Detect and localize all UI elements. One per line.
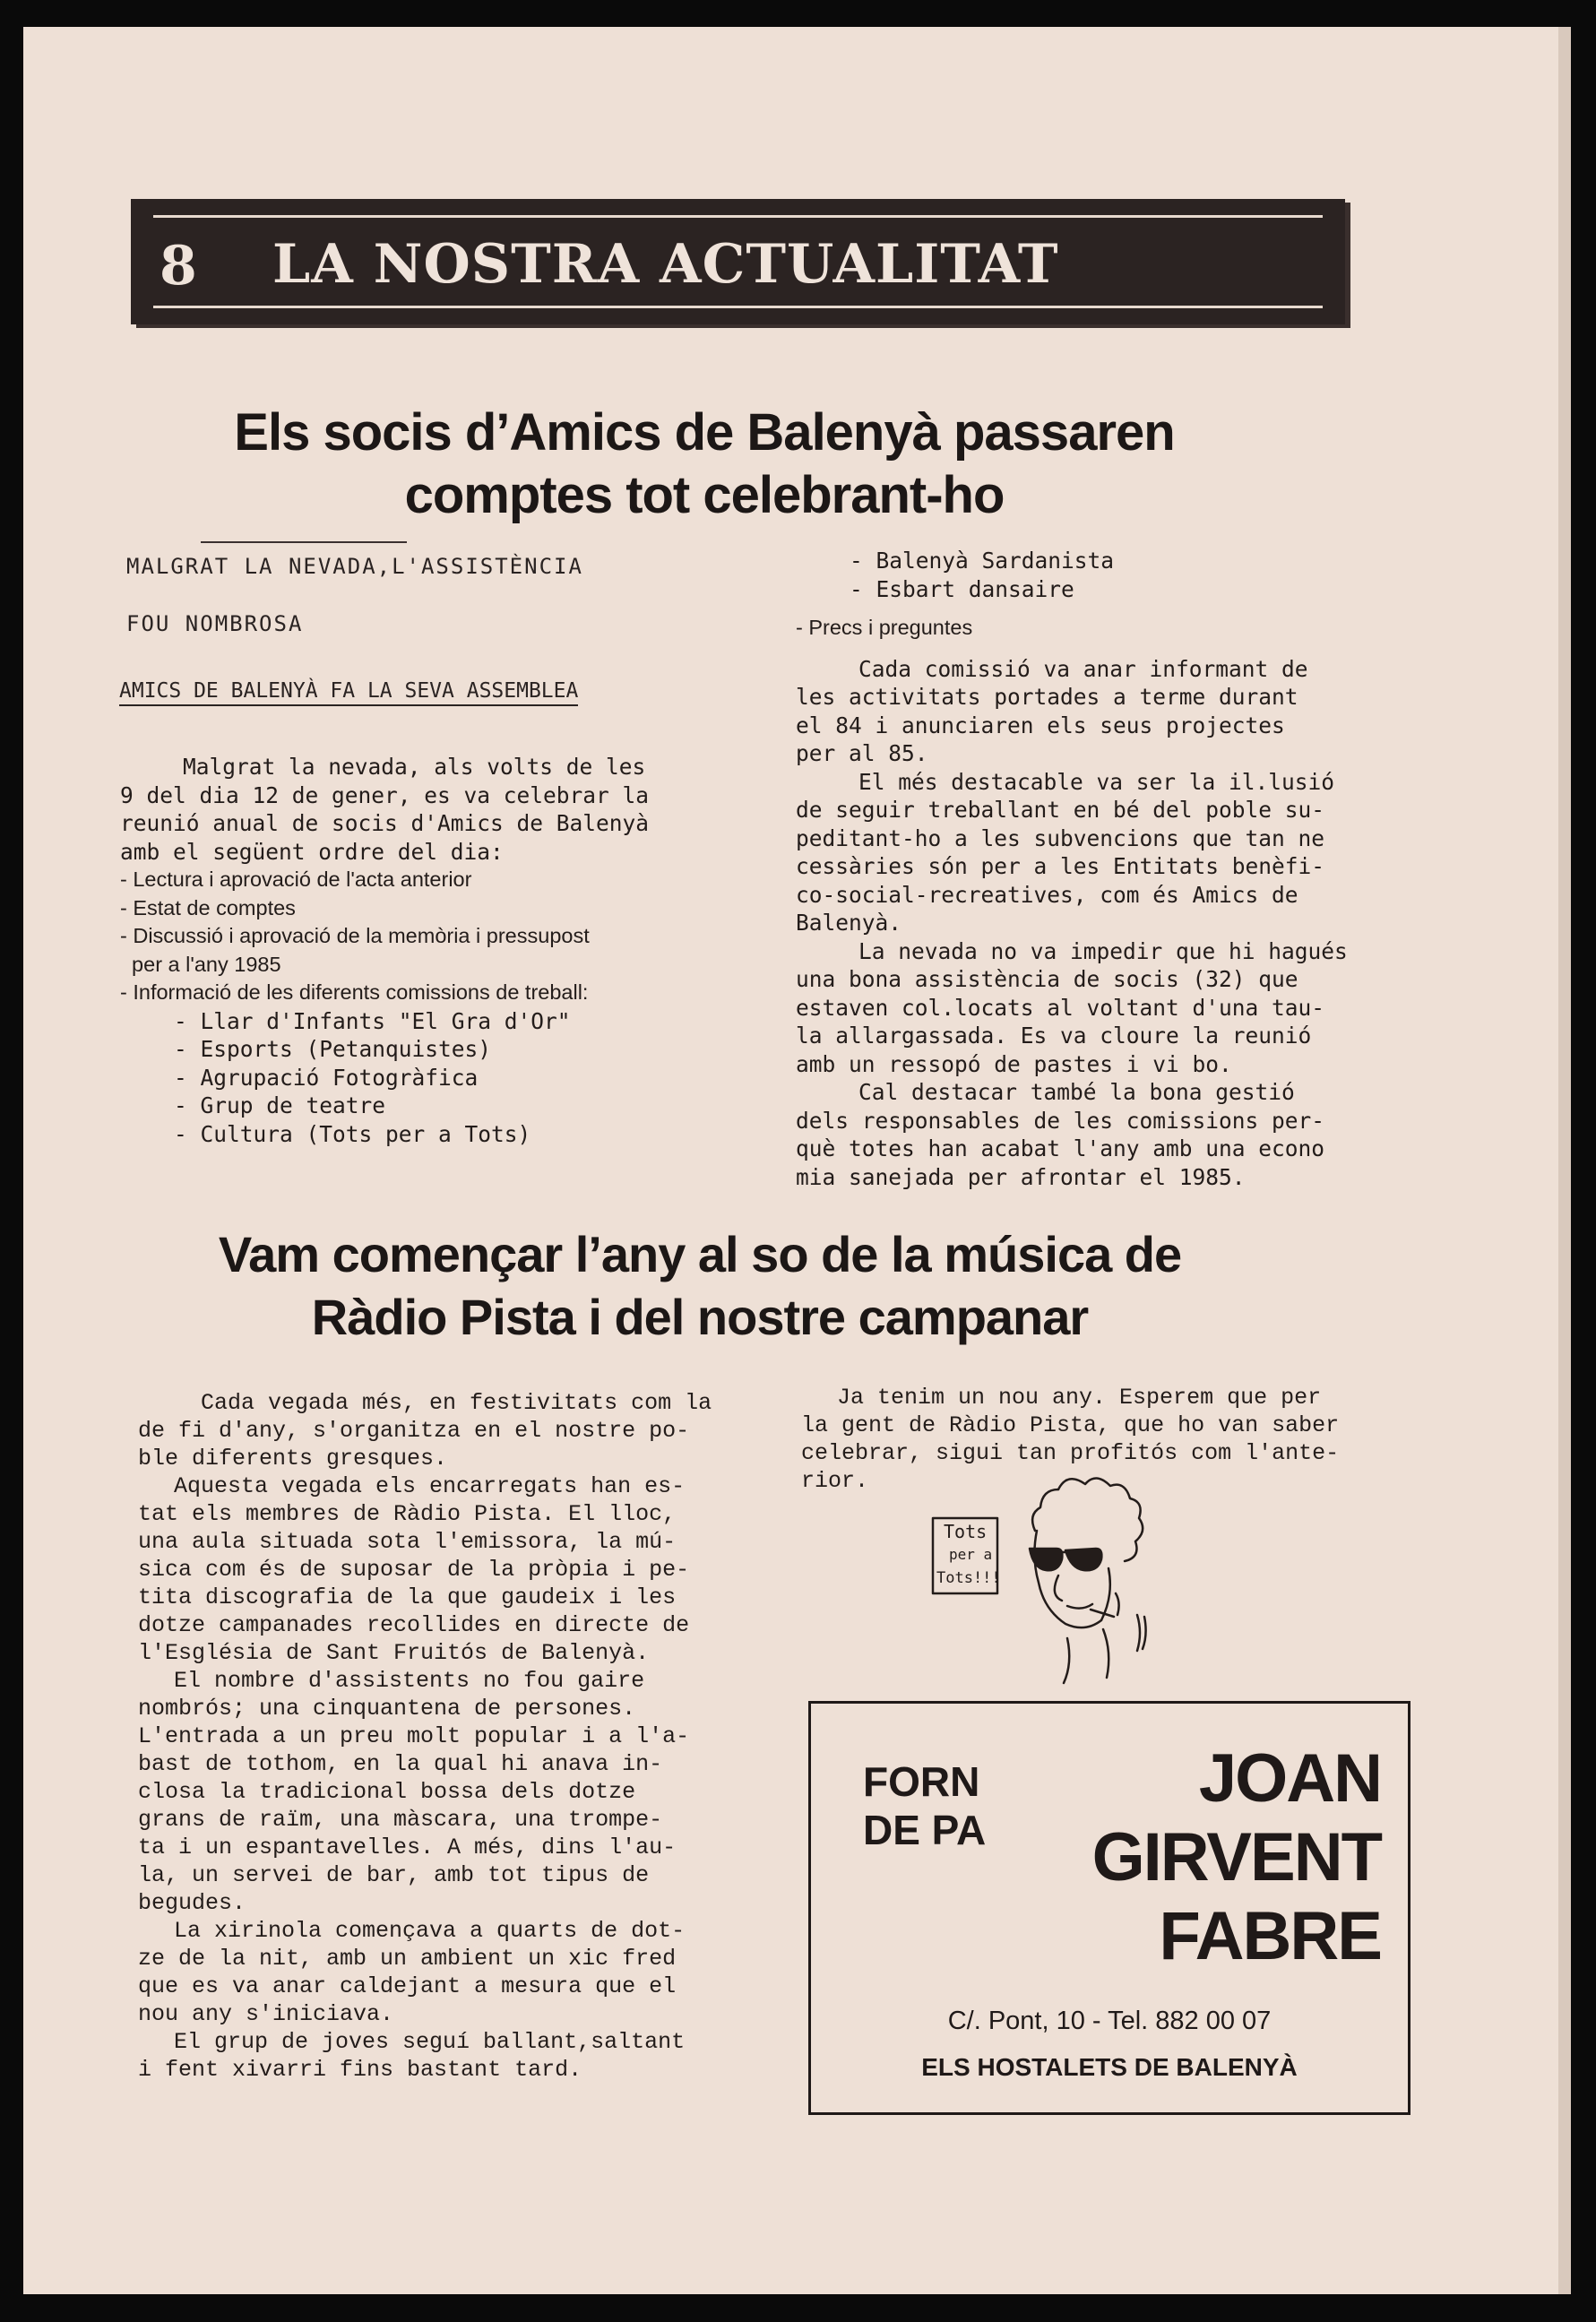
commission-item: - Esports (Petanquistes) [174, 1036, 492, 1062]
body-line: rior. [801, 1468, 869, 1494]
body-line: sica com és de suposar de la pròpia i pe- [138, 1557, 690, 1583]
body-line: les activitats portades a terme durant [796, 684, 1298, 710]
article1-left-column [120, 753, 738, 1148]
body-line: peditant-ho a les subvencions que tan ne [796, 824, 1325, 851]
article1-headline-line1: Els socis d’Amics de Balenyà passaren [234, 403, 1175, 462]
article1-subhead: AMICS DE BALENYÀ FA LA SEVA ASSEMBLEA [119, 679, 578, 706]
commission-item: - Cultura (Tots per a Tots) [174, 1120, 531, 1147]
body-line: grans de raïm, una màscara, una trompe- [138, 1807, 663, 1833]
article1-right-column [796, 547, 1369, 1191]
body-line: Cada comissió va anar informant de [858, 655, 1308, 682]
body-line: closa la tradicional bossa dels dotze [138, 1779, 636, 1805]
body-line: begudes. [138, 1890, 246, 1916]
magazine-page [23, 27, 1560, 2294]
body-line: Cada vegada més, en festivitats com la [201, 1390, 712, 1416]
body-line: de seguir treballant en bé del poble su- [796, 797, 1325, 823]
page-edge [1558, 27, 1571, 2294]
article1-headline [203, 401, 1206, 527]
page-number: 8 [160, 235, 197, 298]
body-line: cessàries són per a les Entitats benèfi- [796, 853, 1325, 879]
intro-line: Malgrat la nevada, als volts de les [183, 754, 646, 780]
body-line: mia sanejada per afrontar el 1985. [796, 1163, 1246, 1190]
advert-name-line1: JOAN [1198, 1740, 1381, 1817]
body-line: El més destacable va ser la il.lusió [858, 768, 1335, 795]
banner-rule-top [153, 215, 1323, 218]
section-banner [131, 199, 1345, 324]
body-line: Ja tenim un nou any. Esperem que per [837, 1385, 1322, 1411]
body-line: dels responsables de les comissions per- [796, 1107, 1325, 1134]
advert-name [1092, 1739, 1381, 1976]
agenda-item: - Informació de les diferents comissions de treball: [120, 980, 589, 1004]
body-line: La xirinola començava a quarts de dot- [174, 1918, 686, 1944]
body-line: estaven col.locats al voltant d'una tau- [796, 994, 1325, 1021]
body-line: nou any s'iniciava. [138, 2001, 394, 2027]
body-line: dotze campanades recollides en directe de [138, 1612, 690, 1638]
body-line: bast de tothom, en la qual hi anava in- [138, 1751, 663, 1777]
body-line: la gent de Ràdio Pista, que ho van saber [801, 1412, 1340, 1438]
body-line: la, un servei de bar, amb tot tipus de [138, 1862, 650, 1888]
intro-line: reunió anual de socis d'Amics de Balenyà [120, 810, 650, 836]
body-line: nombrós; una cinquantena de persones. [138, 1696, 636, 1722]
body-line: celebrar, sigui tan profitós com l'ante- [801, 1440, 1340, 1466]
agenda-item-last: - Precs i preguntes [796, 616, 973, 639]
body-line: ze de la nit, amb un ambient un xic fred [138, 1946, 677, 1972]
body-line: el 84 i anunciaren els seus projectes [796, 712, 1285, 738]
agenda-item: per a l'any 1985 [120, 952, 281, 976]
commission-item: - Balenyà Sardanista [850, 548, 1115, 574]
body-line: per al 85. [796, 740, 928, 766]
cartoon-sign-line2: per a [949, 1546, 993, 1563]
cartoon-illustration [924, 1472, 1193, 1696]
article1-right-text [796, 655, 1369, 1192]
agenda-item: - Discussió i aprovació de la memòria i pressupost [120, 924, 590, 947]
commissions-list-continued [796, 547, 1369, 603]
commissions-list [120, 1007, 738, 1149]
agenda-item: - Estat de comptes [120, 895, 296, 919]
body-line: tita discografia de la que gaudeix i les [138, 1584, 677, 1610]
advert-town: ELS HOSTALETS DE BALENYÀ [921, 2053, 1298, 2081]
advert-address: C/. Pont, 10 - Tel. 882 00 07 [947, 2007, 1272, 2035]
intro-line: amb el següent ordre del dia: [120, 838, 504, 865]
body-line: El nombre d'assistents no fou gaire [174, 1668, 645, 1694]
article2-headline [122, 1223, 1278, 1349]
body-line: Aquesta vegada els encarregats han es- [174, 1473, 686, 1499]
body-line: que es va anar caldejant a mesura que el [138, 1973, 677, 1999]
body-line: Cal destacar també la bona gestió [858, 1079, 1295, 1105]
advert-name-line2: GIRVENT [1091, 1819, 1381, 1895]
body-line: ta i un espantavelles. A més, dins l'au- [138, 1834, 677, 1860]
advert-kind [863, 1757, 986, 1854]
advert-kind-line2: DE PA [863, 1807, 987, 1853]
advert-kind-line1: FORN [863, 1758, 980, 1805]
body-line: La nevada no va impedir que hi hagués [858, 937, 1348, 964]
body-line: què totes han acabat l'any amb una econo [796, 1135, 1325, 1161]
body-line: L'entrada a un preu molt popular i a l'a- [138, 1723, 690, 1749]
commission-item: - Agrupació Fotogràfica [174, 1064, 479, 1091]
bakery-advert [808, 1701, 1411, 2115]
article1-headline-line2: comptes tot celebrant-ho [404, 466, 1005, 524]
commission-item: - Grup de teatre [174, 1092, 386, 1118]
body-line: amb un ressopó de pastes i vi bo. [796, 1050, 1232, 1077]
advert-name-line3: FABRE [1159, 1898, 1381, 1974]
body-line: la allargassada. Es va cloure la reunió [796, 1023, 1312, 1049]
body-line: Balenyà. [796, 910, 902, 936]
body-line: i fent xivarri fins bastant tard. [138, 2057, 582, 2083]
intro-line: 9 del dia 12 de gener, es va celebrar la [120, 781, 650, 808]
article1-kicker-line2: FOU NOMBROSA [126, 611, 304, 636]
agenda-list [120, 866, 738, 1007]
article2-headline-line2: Ràdio Pista i del nostre campanar [311, 1289, 1089, 1345]
article1-kicker-line1: MALGRAT LA NEVADA,L'ASSISTÈNCIA [126, 554, 583, 579]
body-line: una bona assistència de socis (32) que [796, 966, 1298, 992]
article2-headline-line1: Vam començar l’any al so de la música de [218, 1226, 1182, 1282]
agenda-item: - Lectura i aprovació de l'acta anterior [120, 868, 472, 891]
body-line: co-social-recreatives, com és Amics de [796, 881, 1298, 908]
body-line: tat els membres de Ràdio Pista. El lloc, [138, 1501, 677, 1527]
body-line: de fi d'any, s'organitza en el nostre po- [138, 1418, 690, 1444]
article2-left-column [138, 1389, 765, 2084]
commission-item: - Llar d'Infants "El Gra d'Or" [174, 1007, 571, 1034]
section-title: LA NOSTRA ACTUALITAT [272, 233, 1059, 296]
body-line: El grup de joves seguí ballant,saltant [174, 2029, 686, 2055]
banner-rule-bottom [153, 306, 1323, 308]
body-line: l'Església de Sant Fruitós de Balenyà. [138, 1640, 650, 1666]
body-line: una aula situada sota l'emissora, la mú- [138, 1529, 677, 1555]
cartoon-sign-line1: Tots [944, 1521, 988, 1542]
kicker-rule [201, 541, 407, 543]
cartoon-sign-line3: Tots!!! [936, 1569, 1001, 1587]
body-line: ble diferents gresques. [138, 1446, 448, 1472]
commission-item: - Esbart dansaire [850, 575, 1074, 602]
